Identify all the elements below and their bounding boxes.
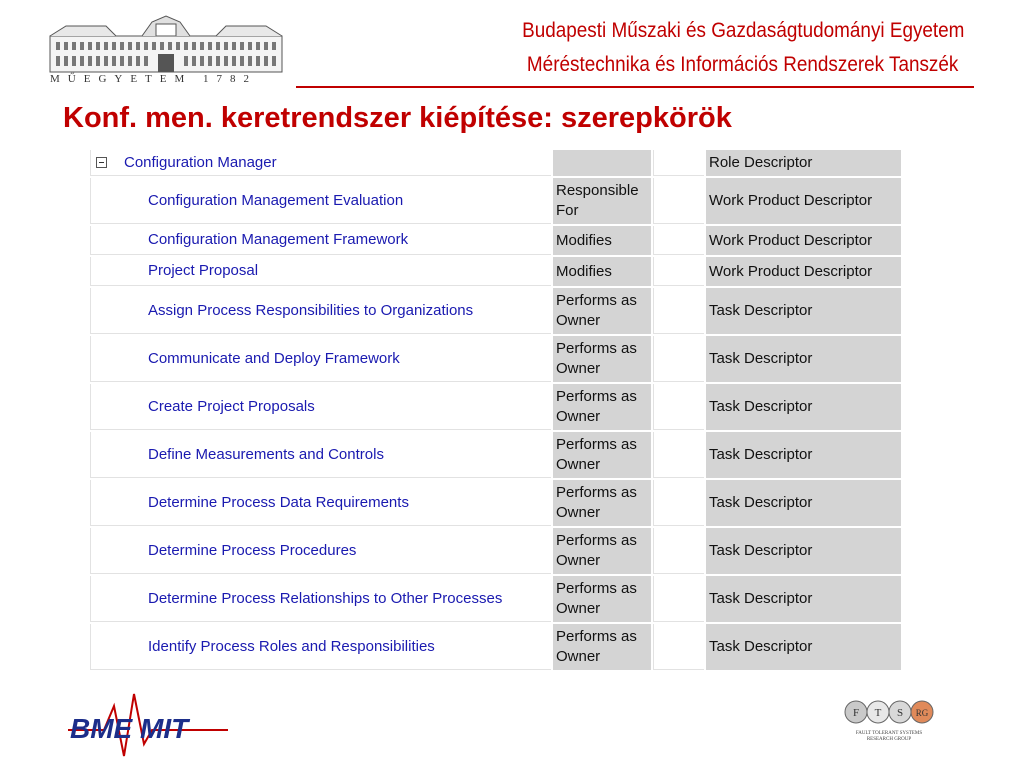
collapse-toggle-icon[interactable] [96, 157, 107, 168]
relation-cell: Performs as Owner [553, 288, 651, 334]
relation-cell: Performs as Owner [553, 528, 651, 574]
spacer-cell [653, 226, 704, 255]
ftsrg-letter-s: S [896, 707, 904, 719]
relation-cell: Performs as Owner [553, 384, 651, 430]
ftsrg-logo [830, 690, 954, 746]
university-logo [46, 14, 286, 86]
tree-item[interactable] [90, 336, 551, 382]
spacer-cell [653, 576, 704, 622]
relation-cell [553, 150, 651, 176]
kind-cell: Task Descriptor [706, 576, 901, 622]
tree-item[interactable] [90, 576, 551, 622]
spacer-cell [653, 432, 704, 478]
relation-cell: Performs as Owner [553, 624, 651, 670]
department-name: Méréstechnika és Információs Rendszerek Tanszék [526, 53, 958, 76]
relation-cell: Performs as Owner [553, 480, 651, 526]
spacer-cell [653, 528, 704, 574]
bme-mit-logo-text: BME MIT [70, 713, 189, 744]
spacer-cell [653, 178, 704, 224]
spacer-cell [653, 288, 704, 334]
relation-cell: Performs as Owner [553, 336, 651, 382]
relation-cell: Responsible For [553, 178, 651, 224]
tree-item[interactable] [90, 178, 551, 224]
kind-cell: Role Descriptor [706, 150, 901, 176]
tree-root-label[interactable]: Configuration Manager [124, 153, 277, 171]
institution-name: Budapesti Műszaki és Gazdaságtudományi Egyetem [521, 19, 964, 42]
tree-item-label[interactable]: Determine Process Procedures [148, 541, 357, 559]
logo-caption: MŰEGYETEM 1782 [50, 73, 258, 85]
kind-cell: Work Product Descriptor [706, 257, 901, 286]
spacer-cell [653, 624, 704, 670]
tree-item[interactable] [90, 432, 551, 478]
kind-cell: Task Descriptor [706, 336, 901, 382]
relation-cell: Modifies [553, 226, 651, 255]
ftsrg-letter-t: T [874, 707, 882, 719]
tree-item[interactable] [90, 226, 551, 255]
bme-mit-logo [64, 686, 232, 764]
ftsrg-letter-f: F [852, 707, 860, 719]
tree-item[interactable] [90, 528, 551, 574]
tree-item[interactable] [90, 288, 551, 334]
ftsrg-caption-line1: FAULT TOLERANT SYSTEMS [855, 731, 923, 736]
spacer-cell [653, 336, 704, 382]
tree-item[interactable] [90, 257, 551, 286]
kind-cell: Task Descriptor [706, 288, 901, 334]
kind-cell: Task Descriptor [706, 384, 901, 430]
kind-cell: Work Product Descriptor [706, 178, 901, 224]
relation-cell: Modifies [553, 257, 651, 286]
kind-cell: Task Descriptor [706, 624, 901, 670]
spacer-cell [653, 480, 704, 526]
tree-item-label[interactable]: Determine Process Relationships to Other Processes [148, 589, 503, 607]
tree-item[interactable] [90, 480, 551, 526]
relation-cell: Performs as Owner [553, 432, 651, 478]
tree-item-label[interactable]: Configuration Management Evaluation [148, 191, 404, 209]
kind-cell: Task Descriptor [706, 432, 901, 478]
spacer-cell [653, 150, 704, 176]
tree-item-label[interactable]: Communicate and Deploy Framework [148, 349, 400, 367]
slide-title: Konf. men. keretrendszer kiépítése: szerepkörök [63, 102, 732, 134]
spacer-cell [653, 257, 704, 286]
tree-item-label[interactable]: Identify Process Roles and Responsibilities [148, 637, 435, 655]
kind-cell: Work Product Descriptor [706, 226, 901, 255]
tree-root-item[interactable] [90, 150, 551, 176]
ftsrg-caption-line2: RESEARCH GROUP [866, 737, 912, 742]
ftsrg-letter-rg: RG [915, 708, 929, 718]
kind-cell: Task Descriptor [706, 480, 901, 526]
tree-item-label[interactable]: Create Project Proposals [148, 397, 315, 415]
tree-item[interactable] [90, 624, 551, 670]
relation-cell: Performs as Owner [553, 576, 651, 622]
role-relationship-table [90, 150, 897, 670]
tree-item-label[interactable]: Configuration Management Framework [148, 231, 409, 248]
tree-item-label[interactable]: Determine Process Data Requirements [148, 493, 409, 511]
tree-item-label[interactable]: Project Proposal [148, 262, 259, 279]
tree-item[interactable] [90, 384, 551, 430]
tree-item-label[interactable]: Define Measurements and Controls [148, 445, 384, 463]
tree-item-label[interactable]: Assign Process Responsibilities to Organizations [148, 301, 474, 319]
kind-cell: Task Descriptor [706, 528, 901, 574]
spacer-cell [653, 384, 704, 430]
header-divider [296, 86, 974, 88]
